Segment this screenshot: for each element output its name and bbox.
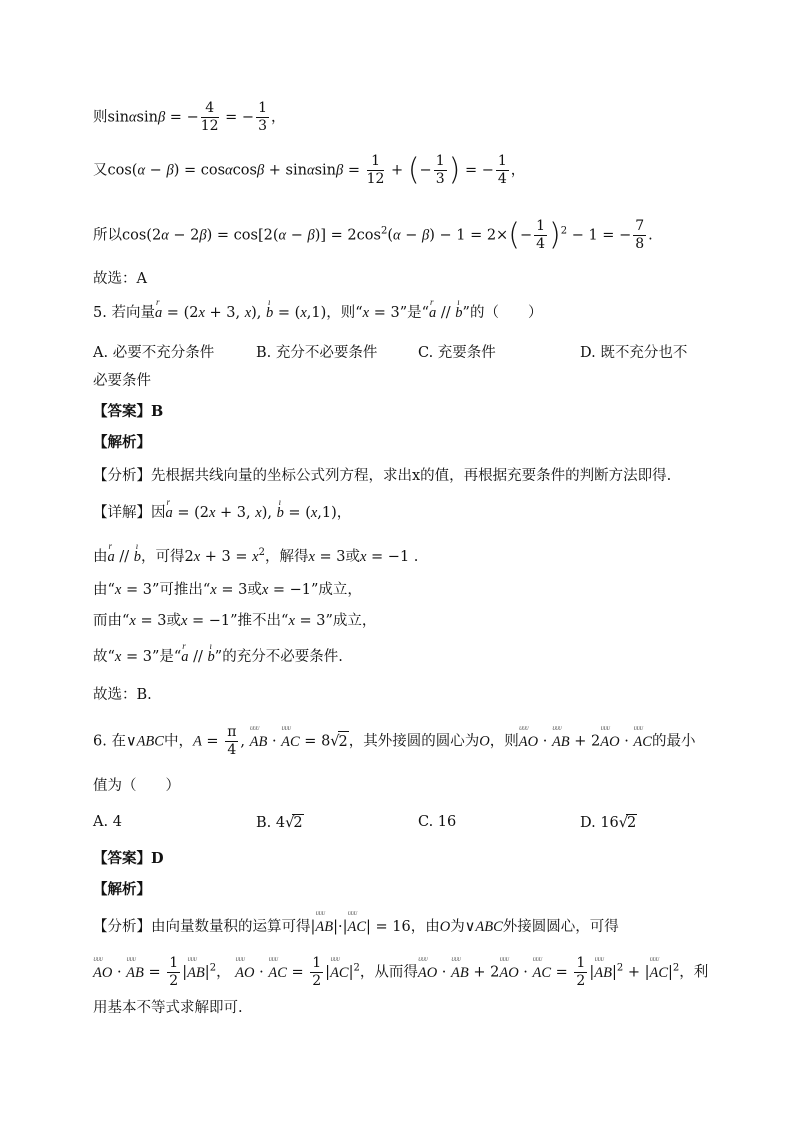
question-5: 5. 若向量r a = (2x + 3, x), ı b = (x,1)，则“x = 3”是“r a // ı b”的（ ） bbox=[93, 303, 542, 323]
text: ”成立， bbox=[325, 613, 377, 629]
text: 5. 若向量 bbox=[93, 305, 155, 321]
question-6: 6. 在∨ABC中，A = $\frac{\pi}{4}$ , ᵁᵁᵁ AB · ᵁᵁᵁ AC = 8√2，其外接圆的圆心为O，则ᵁᵁᵁ AO · ᵁᵁᵁ AB + 2ᵁᵁᵁ AO · ᵁᵁᵁ AC的最小 bbox=[93, 724, 695, 759]
text: 的最小 bbox=[651, 733, 696, 750]
text: ，其外接圆的圆心为 bbox=[348, 733, 480, 750]
text: 由 bbox=[93, 548, 108, 565]
equation-line-3: 所以$\cos(2\alpha - 2\beta) = \cos[2(\alpha - \beta)] = 2\cos^2(\alpha - \beta) - 1 = 2\times(-$ $\frac{1}{4}$ )$^2$ − 1 = − $\frac{7}{8}$ . bbox=[93, 217, 653, 253]
q6-option-d: D. 16√2 bbox=[580, 815, 637, 831]
text: 或 bbox=[247, 582, 262, 598]
q6-option-c: C. 16 bbox=[418, 814, 457, 830]
text: ”的充分不必要条件. bbox=[214, 649, 343, 665]
text: ，可得 bbox=[141, 548, 185, 565]
text: 所以 bbox=[93, 227, 122, 244]
text: 或 bbox=[345, 548, 360, 565]
answer-6: 【答案】D bbox=[93, 850, 164, 867]
q5-option-c: C. 充要条件 bbox=[418, 345, 496, 361]
detail-5-line-3: 由“x = 3”可推出“x = 3或x = −1”成立， bbox=[93, 582, 362, 598]
equation-line-1: 则sinαsinβ = − $\frac{4}{12}$ = − $\frac{1}{3}$ ， bbox=[93, 100, 286, 134]
text: ”成立， bbox=[311, 582, 362, 598]
text: ，从而得 bbox=[359, 964, 418, 981]
text: 或 bbox=[166, 613, 181, 629]
detail-5-line-4: 而由“x = 3或x = −1”推不出“x = 3”成立， bbox=[93, 613, 377, 629]
text: 由“ bbox=[93, 582, 115, 598]
text: 而由“ bbox=[93, 613, 130, 629]
text: 6. 在 bbox=[93, 733, 126, 750]
text: ，利 bbox=[679, 964, 709, 981]
text: 为 bbox=[450, 919, 465, 935]
text: ”可推出“ bbox=[151, 582, 211, 598]
q6-option-b: B. 4√2 bbox=[256, 815, 303, 831]
text: ”的（ ） bbox=[462, 305, 543, 321]
q5-option-a: A. 必要不充分条件 bbox=[93, 345, 215, 361]
text: ， bbox=[336, 505, 352, 521]
text: 外接圆圆心，可得 bbox=[502, 919, 619, 935]
text: 【分析】由向量数量积的运算可得 bbox=[93, 919, 311, 935]
text: 【详解】因 bbox=[93, 505, 166, 521]
text: 故“ bbox=[93, 649, 115, 665]
text: 则 bbox=[93, 109, 108, 126]
analysis-6-line-1: 【分析】由向量数量积的运算可得|ᵁᵁᵁ AB|·|ᵁᵁᵁ AC| = 16，由O为∨ABC外接圆圆心，可得 bbox=[93, 917, 619, 937]
text: ，则 bbox=[489, 733, 519, 750]
answer-choice-5: 故选：B. bbox=[93, 687, 152, 703]
q6-option-a: A. 4 bbox=[93, 814, 122, 830]
analysis-6-line-3: 用基本不等式求解即可. bbox=[93, 1000, 243, 1016]
text: ”推不出“ bbox=[230, 613, 289, 629]
question-6-cont: 值为（ ） bbox=[93, 778, 180, 794]
text: B. bbox=[256, 815, 272, 831]
text: ”是“ bbox=[151, 649, 182, 665]
q5-option-b: B. 充分不必要条件 bbox=[256, 345, 378, 361]
analysis-5-summary: 【分析】先根据共线向量的坐标公式列方程，求出x的值，再根据充要条件的判断方法即得. bbox=[93, 468, 672, 484]
text: ，解得 bbox=[264, 548, 309, 565]
text: D. bbox=[580, 815, 596, 831]
analysis-6-heading: 【解析】 bbox=[93, 881, 151, 898]
detail-5-line-1: 【详解】因r a = (2x + 3, x), ı b = (x,1)， bbox=[93, 503, 351, 523]
text: 中， bbox=[163, 733, 193, 750]
analysis-6-line-2: ᵁᵁᵁ AO · ᵁᵁᵁ AB = $\frac{1}{2}$ |ᵁᵁᵁ $AB|^2$， ᵁᵁᵁ AO · ᵁᵁᵁ AC = $\frac{1}{2}$ |ᵁᵁᵁ $AC|^2$，从而得ᵁᵁᵁ AO · ᵁᵁᵁ AB + 2ᵁᵁᵁ AO · ᵁᵁᵁ AC = $\frac{1}{2}$ |ᵁᵁᵁ $AB|^2$ + |ᵁᵁᵁ $AC|^2$，利 bbox=[93, 955, 708, 990]
detail-5-line-5: 故“x = 3”是“r a // ı b”的充分不必要条件. bbox=[93, 647, 343, 667]
q5-option-d: D. 既不充分也不 bbox=[580, 345, 688, 361]
text: ”是“ bbox=[399, 305, 430, 321]
text: ，由 bbox=[410, 919, 440, 935]
answer-5: 【答案】B bbox=[93, 403, 164, 420]
detail-5-line-2: 由r a // ı b，可得$2x + 3 = x^2$，解得x = 3或x = −1 . bbox=[93, 543, 418, 567]
text: 又 bbox=[93, 162, 108, 179]
text: ，则“ bbox=[326, 305, 363, 321]
equation-line-2: 又cos(α − β) = cosαcosβ + sinαsinβ = $\frac{1}{12}$ + (− $\frac{1}{3}$ ) = − $\frac{1}{4}$ ， bbox=[93, 152, 526, 188]
answer-choice-prev: 故选：A bbox=[93, 271, 147, 287]
q5-option-d-cont: 必要条件 bbox=[93, 373, 151, 389]
analysis-5-heading: 【解析】 bbox=[93, 434, 151, 451]
